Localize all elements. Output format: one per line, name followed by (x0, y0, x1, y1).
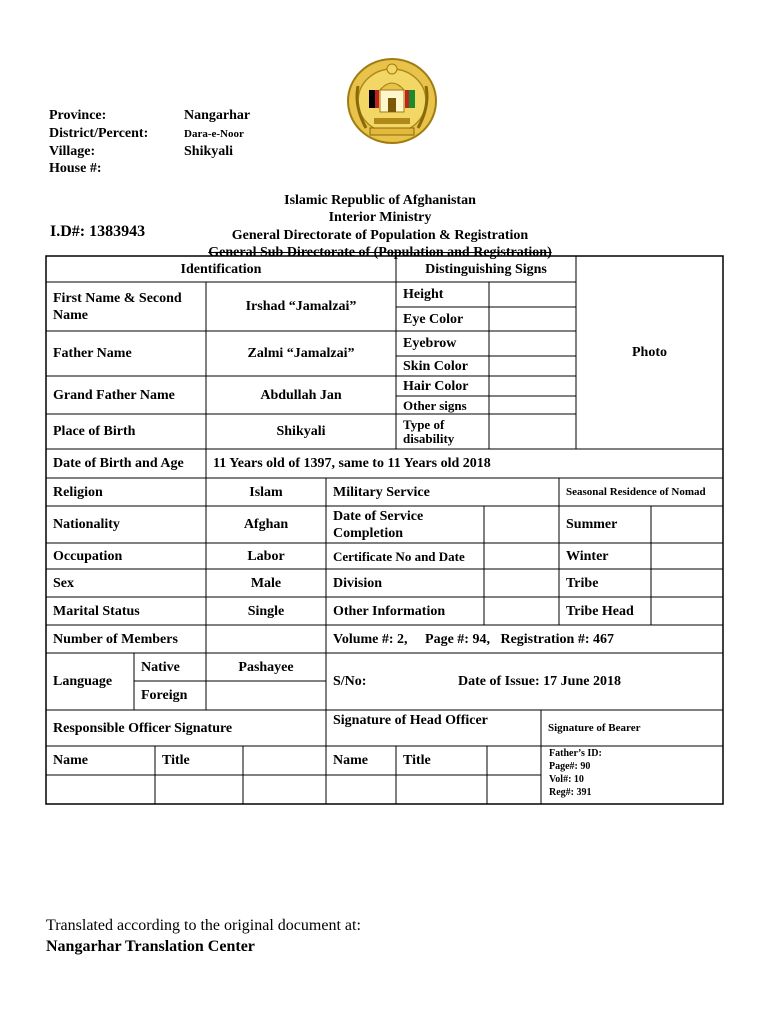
native-value: Pashayee (238, 659, 294, 675)
sex-value: Male (250, 575, 282, 591)
title-line-2: Interior Ministry (328, 210, 432, 225)
number-of-members-label: Number of Members (53, 631, 178, 647)
foreign-label: Foreign (141, 688, 188, 703)
type-of-disability-label: Type of disability (403, 416, 455, 446)
fathers-id-reg: Reg#: 391 (549, 787, 592, 798)
hair-color-label: Hair Color (403, 378, 469, 394)
tribe-label: Tribe (566, 575, 599, 591)
military-service-label: Military Service (333, 484, 430, 500)
village-value: Shikyali (184, 144, 234, 159)
seasonal-residence-label: Seasonal Residence of Nomad (566, 485, 706, 498)
title-line-4: General Sub Directorate of (Population and Registration) (208, 245, 552, 260)
house-label: House #: (49, 161, 102, 176)
grandfather-name-label: Grand Father Name (53, 387, 175, 403)
winter-label: Winter (566, 548, 609, 564)
height-label: Height (403, 287, 444, 302)
head-officer-title-label: Title (403, 753, 431, 768)
eye-color-label: Eye Color (403, 311, 464, 327)
district-value: Dara-e-Noor (184, 128, 244, 140)
bearer-signature-label: Signature of Bearer (548, 721, 641, 734)
place-of-birth-value: Shikyali (276, 424, 326, 439)
eyebrow-label: Eyebrow (403, 336, 457, 351)
skin-color-label: Skin Color (403, 358, 468, 374)
identification-heading: Identification (180, 261, 262, 277)
other-signs-label: Other signs (403, 397, 467, 413)
religion-label: Religion (53, 484, 103, 500)
serial-number-label: S/No: (333, 674, 367, 689)
fathers-id-line: Father’s ID: (549, 748, 602, 759)
tribe-head-label: Tribe Head (566, 603, 634, 619)
photo-box: Photo (632, 345, 667, 360)
responsible-officer-signature-label: Responsible Officer Signature (53, 720, 233, 736)
title-line-1: Islamic Republic of Afghanistan (284, 193, 476, 208)
fathers-id-page: Page#: 90 (549, 761, 591, 772)
volume-info: Volume #: 2, Page #: 94, Registration #: 467 (333, 631, 615, 647)
religion-value: Islam (249, 484, 283, 500)
certificate-label: Certificate No and Date (333, 548, 465, 564)
id-number: I.D#: 1383943 (50, 223, 146, 240)
village-label: Village: (49, 144, 96, 159)
first-name-value: Irshad “Jamalzai” (245, 299, 357, 314)
head-officer-signature-label: Signature of Head Officer (333, 712, 488, 728)
division-label: Division (333, 575, 383, 591)
occupation-label: Occupation (53, 548, 123, 564)
dob-value: 11 Years old of 1397, same to 11 Years old 2018 (213, 456, 491, 471)
language-label: Language (53, 674, 113, 689)
title-line-3: General Directorate of Population & Registration (231, 228, 529, 243)
distinguishing-signs-heading: Distinguishing Signs (425, 261, 547, 277)
dob-label: Date of Birth and Age (53, 456, 184, 471)
other-information-label: Other Information (333, 603, 446, 619)
marital-status-label: Marital Status (53, 603, 140, 619)
province-label: Province: (49, 108, 107, 123)
summer-label: Summer (566, 517, 618, 532)
nationality-label: Nationality (53, 517, 120, 532)
sex-label: Sex (53, 575, 74, 591)
nationality-value: Afghan (243, 517, 289, 532)
date-of-service-label: Date of Service Completion (333, 508, 424, 541)
officer-name-label: Name (53, 753, 88, 768)
translation-center-name: Nangarhar Translation Center (46, 938, 255, 955)
first-name-label: First Name & Second Name (53, 290, 182, 323)
marital-status-value: Single (247, 603, 285, 619)
district-label: District/Percent: (49, 126, 149, 141)
place-of-birth-label: Place of Birth (53, 424, 136, 439)
grandfather-name-value: Abdullah Jan (260, 387, 342, 403)
head-officer-name-label: Name (333, 753, 368, 768)
province-value: Nangarhar (184, 108, 251, 123)
occupation-value: Labor (247, 548, 285, 564)
fathers-id-info (549, 747, 602, 799)
fathers-id-vol: Vol#: 10 (549, 774, 584, 785)
officer-title-label: Title (162, 753, 190, 768)
father-name-label: Father Name (53, 346, 132, 361)
translation-note: Translated according to the original document at: (46, 917, 361, 934)
native-label: Native (141, 659, 180, 675)
date-of-issue: Date of Issue: 17 June 2018 (458, 674, 621, 689)
father-name-value: Zalmi “Jamalzai” (247, 346, 355, 361)
